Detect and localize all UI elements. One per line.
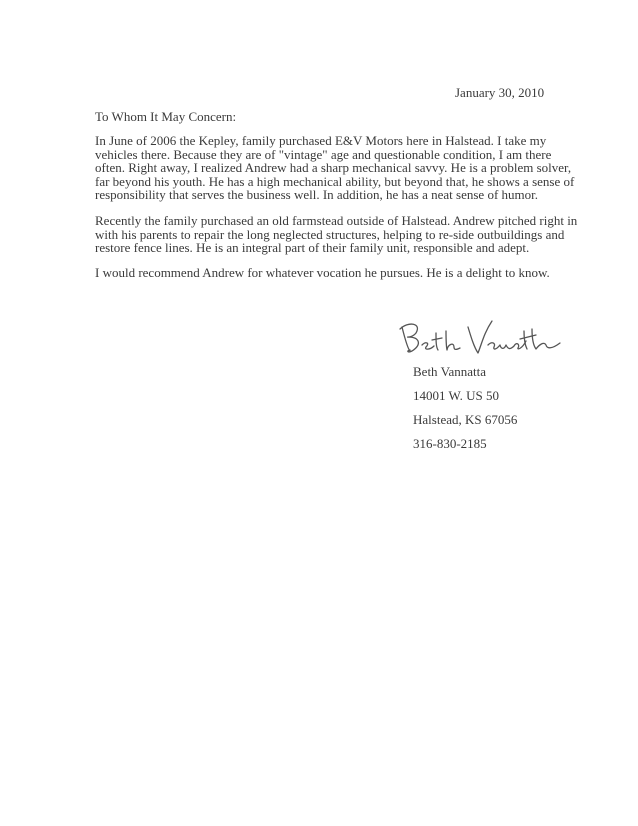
sender-city-state-zip: Halstead, KS 67056	[413, 412, 518, 427]
paragraph-line: I would recommend Andrew for whatever vocation he pursues. He is a delight to know.	[95, 265, 550, 280]
handwritten-signature	[396, 313, 566, 363]
sender-phone: 316-830-2185	[413, 436, 487, 451]
paragraph-line: often. Right away, I realized Andrew had a sharp mechanical savvy. He is a problem solver,	[95, 160, 572, 175]
paragraph-line: restore fence lines. He is an integral part of their family unit, responsible and adept.	[95, 240, 530, 255]
paragraph-2	[95, 213, 578, 255]
sender-name: Beth Vannatta	[413, 364, 487, 379]
paragraph-line: far beyond his youth. He has a high mechanical ability, but beyond that, he shows a sense of	[95, 173, 575, 189]
paragraph-line: responsibility that serves the business well. In addition, he has a neat sense of humor.	[95, 187, 538, 202]
letter-date: January 30, 2010	[455, 85, 545, 100]
paragraph-line: vehicles there. Because they are of "vintage" age and questionable condition, I am there	[95, 146, 552, 162]
paragraph-line: Recently the family purchased an old farmstead outside of Halstead. Andrew pitched right in	[95, 213, 578, 228]
paragraph-line: with his parents to repair the long neglected structures, helping to re-side outbuildings and	[95, 226, 565, 242]
sender-address: 14001 W. US 50	[413, 388, 499, 403]
signature-drawing	[396, 313, 566, 363]
paragraph-1	[95, 133, 575, 202]
salutation: To Whom It May Concern:	[95, 109, 237, 124]
paragraph-3	[95, 266, 565, 280]
paragraph-line: In June of 2006 the Kepley, family purchased E&V Motors here in Halstead. I take my	[95, 133, 547, 148]
